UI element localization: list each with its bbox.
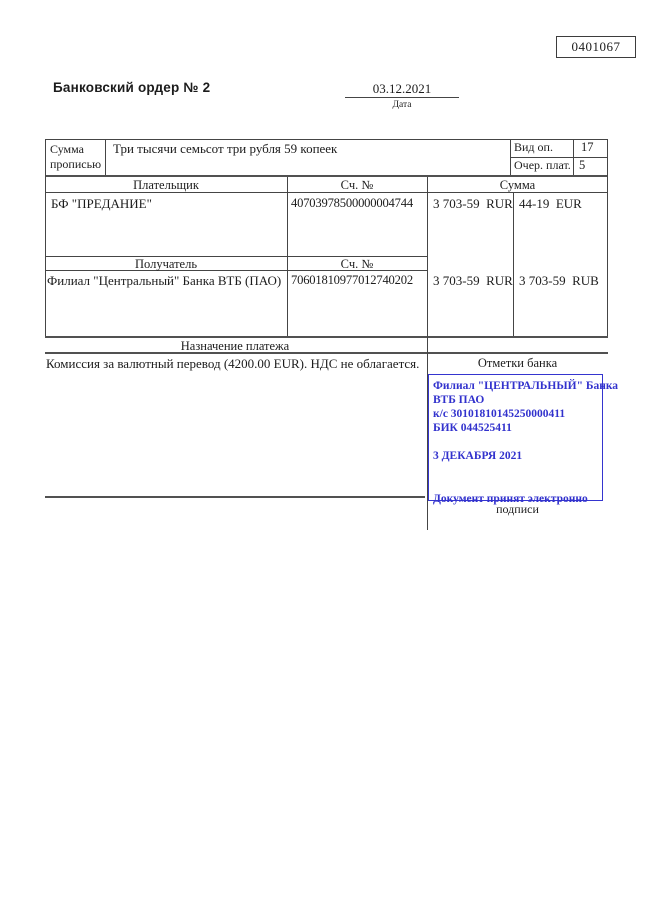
- sum-words-label-divider: [105, 139, 106, 175]
- stamp-bank-name-line1: Филиал "ЦЕНТРАЛЬНЫЙ" Банка: [433, 380, 619, 392]
- stamp-corr-account: к/с 30101810145250000411: [433, 408, 566, 420]
- bank-stamp: [428, 374, 619, 505]
- op-type-value-divider: [573, 139, 574, 175]
- purpose-text: Комиссия за валютный перевод (4200.00 EUR). НДС не облагается.: [46, 356, 420, 371]
- payee-column-header: Получатель: [134, 257, 198, 271]
- form-code-box: 0401067: [556, 36, 636, 58]
- sum-columns-divider: [513, 192, 514, 336]
- payer-account-number: 40703978500000004744: [291, 196, 413, 210]
- sum-column-header: Сумма: [499, 178, 536, 192]
- payer-column-header: Плательщик: [133, 178, 199, 192]
- stamp-accepted-note: Документ принят электронно: [433, 493, 588, 505]
- table-right-border: [607, 139, 608, 336]
- stamp-bank-name-line2: ВТБ ПАО: [433, 394, 485, 406]
- payer-amount-rur: 3 703-59 RUR: [433, 196, 513, 211]
- payment-priority-label: Очер. плат.: [514, 158, 571, 172]
- payment-priority-value: 5: [579, 158, 586, 172]
- stamp-date: 3 ДЕКАБРЯ 2021: [433, 450, 523, 462]
- payee-amount-rub: 3 703-59 RUB: [519, 273, 599, 288]
- payer-name: БФ "ПРЕДАНИЕ": [51, 196, 152, 211]
- date-label: Дата: [392, 100, 412, 110]
- payer-account-column-header: Сч. №: [340, 178, 374, 192]
- purpose-row-top-border: [45, 336, 608, 338]
- sum-in-words-value: Три тысячи семьсот три рубля 59 копеек: [113, 141, 338, 156]
- payee-amount-rur: 3 703-59 RUR: [433, 273, 513, 288]
- sum-in-words-label: Сумма прописью: [50, 142, 102, 171]
- purpose-header: Назначение платежа: [180, 339, 290, 353]
- payee-account-column-header: Сч. №: [340, 257, 374, 271]
- purpose-section-bottom-border: [45, 496, 425, 498]
- op-type-left-divider: [510, 139, 511, 175]
- signatures-label: подписи: [496, 502, 539, 516]
- payer-amount-eur: 44-19 EUR: [519, 196, 582, 211]
- op-type-label: Вид оп.: [514, 140, 553, 154]
- stamp-bik: БИК 044525411: [433, 422, 512, 434]
- payee-account-number: 70601810977012740202: [291, 273, 413, 287]
- table-left-border: [45, 139, 46, 336]
- payee-name: Филиал "Центральный" Банка ВТБ (ПАО): [47, 273, 282, 288]
- op-type-value: 17: [581, 140, 594, 154]
- document-date: 03.12.2021: [372, 81, 432, 96]
- bank-marks-header: Отметки банка: [477, 356, 558, 370]
- document-title: Банковский ордер № 2: [53, 80, 211, 95]
- date-underline: [345, 97, 459, 98]
- sum-words-row-bottom-border: [45, 175, 608, 177]
